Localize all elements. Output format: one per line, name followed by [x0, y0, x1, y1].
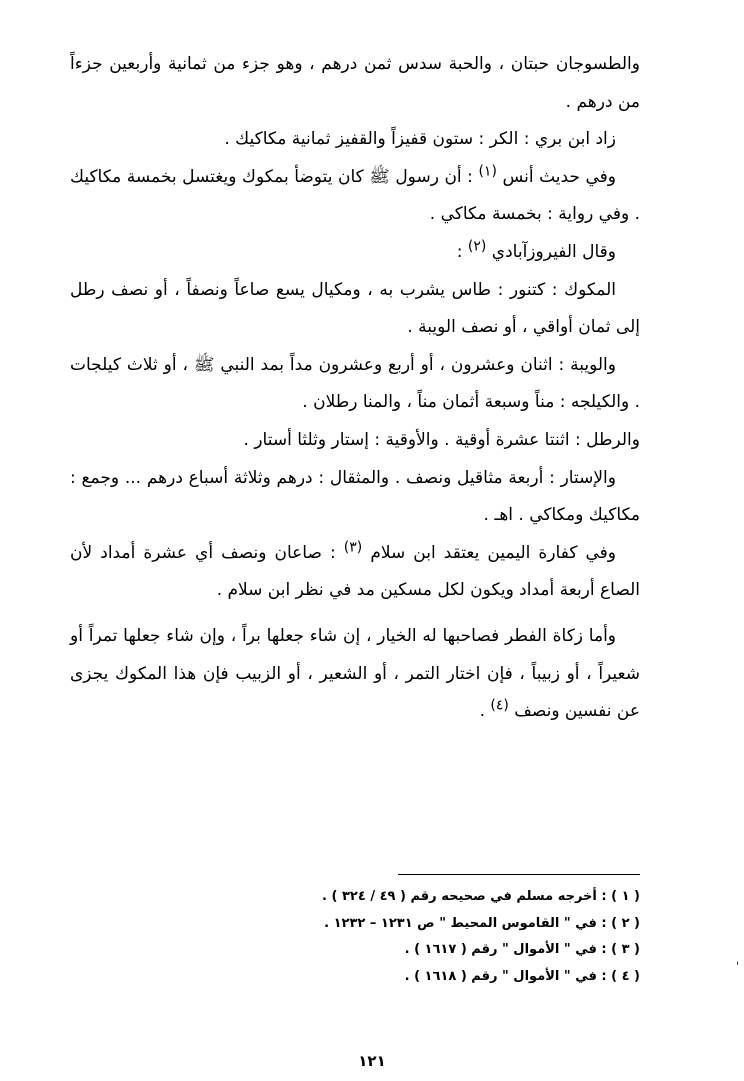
footnote-ref-1[interactable]: (١)	[478, 163, 497, 180]
footnote-ref-2[interactable]: (٢)	[467, 238, 487, 255]
paragraph-4-text-b: :	[456, 241, 463, 262]
paragraph-10-text-a: وأما زكاة الفطر فصاحبها له الخيار ، إن شاء جعلها براً ، وإن شاء جعلها تمراً أو شعيراً ، أو زبيباً ، فإن اختار التمر ، أو الشعير ، أو الزبيب فإن هذا المكوك يجزى عن نفسين ونصف	[70, 625, 640, 722]
paragraph-10-text-b: .	[479, 701, 485, 722]
page-number: ١٢١	[358, 1052, 386, 1070]
paragraph-9-text-a: وفي كفارة اليمين يعتقد ابن سلام	[370, 542, 616, 563]
paragraph-10	[70, 618, 640, 731]
footnote-1: ( ١ ) : أخرجه مسلم في صحيحه رقم ( ٤٩ / ٣٢٤ ) .	[322, 889, 640, 904]
paragraph-4	[70, 234, 640, 272]
footnote-4: ( ٤ ) : في " الأموال " رقم ( ١٦١٨ ) .	[404, 968, 640, 984]
paragraph-3-text-a: وفي حديث أنس	[502, 166, 616, 187]
paragraph-1: والطسوجان حبتان ، والحبة سدس ثمن درهم ، وهو جزء من ثمانية وأربعين جزءاً من درهم .	[70, 54, 640, 112]
paragraph-5: المكوك : كتنور : طاس يشرب به ، ومكيال يسع صاعاً ونصفاً ، أو نصف رطل إلى ثمان أواقي ، أو نصف الويبة .	[70, 279, 640, 338]
scan-edge-mark: ˈ	[736, 960, 740, 974]
paragraph-9-text-b: : صاعان ونصف أي عشرة أمداد لأن الصاع أربعة أمداد ويكون لكل مسكين مد في نظر ابن سلام .	[70, 542, 640, 601]
footnote-ref-4[interactable]: (٤)	[490, 697, 509, 714]
footnote-2: ( ٢ ) : في " القاموس المحيط " ص ١٢٣١ – ١٢٣٢ .	[324, 915, 640, 931]
paragraph-3	[70, 159, 640, 234]
paragraph-9	[70, 535, 640, 610]
footnotes	[150, 884, 640, 990]
paragraph-6: والويبة : اثنان وعشرون ، أو أربع وعشرون مداً بمد النبي ﷺ ، أو ثلاث كيلجات . والكيلجه : مناً وسبعة أثمان مناً ، والمنا رطلان .	[70, 354, 640, 413]
paragraph-7: والرطل : اثنتا عشرة أوقية . والأوقية : إستار وثلثا أستار .	[243, 429, 640, 450]
footnote-ref-3[interactable]: (٣)	[343, 539, 363, 556]
main-text	[70, 46, 640, 731]
paragraph-8: والإستار : أربعة مثاقيل ونصف . والمثقال : درهم وثلاثة أسباع درهم ... وجمع : مكاكيك ومكاكي . اهـ .	[70, 467, 640, 526]
footnote-3: ( ٣ ) : في " الأموال " رقم ( ١٦١٧ ) .	[404, 942, 640, 957]
footnote-separator	[398, 874, 640, 875]
paragraph-2: زاد ابن بري : الكر : ستون قفيزاً والقفيز ثمانية مكاكيك .	[224, 129, 616, 150]
paragraph-4-text-a: وقال الفيروزآبادي	[491, 241, 616, 262]
paragraph-3-text-b: : أن رسول ﷺ كان يتوضأ بمكوك ويغتسل بخمسة مكاكيك . وفي رواية : بخمسة مكاكي .	[70, 166, 640, 225]
